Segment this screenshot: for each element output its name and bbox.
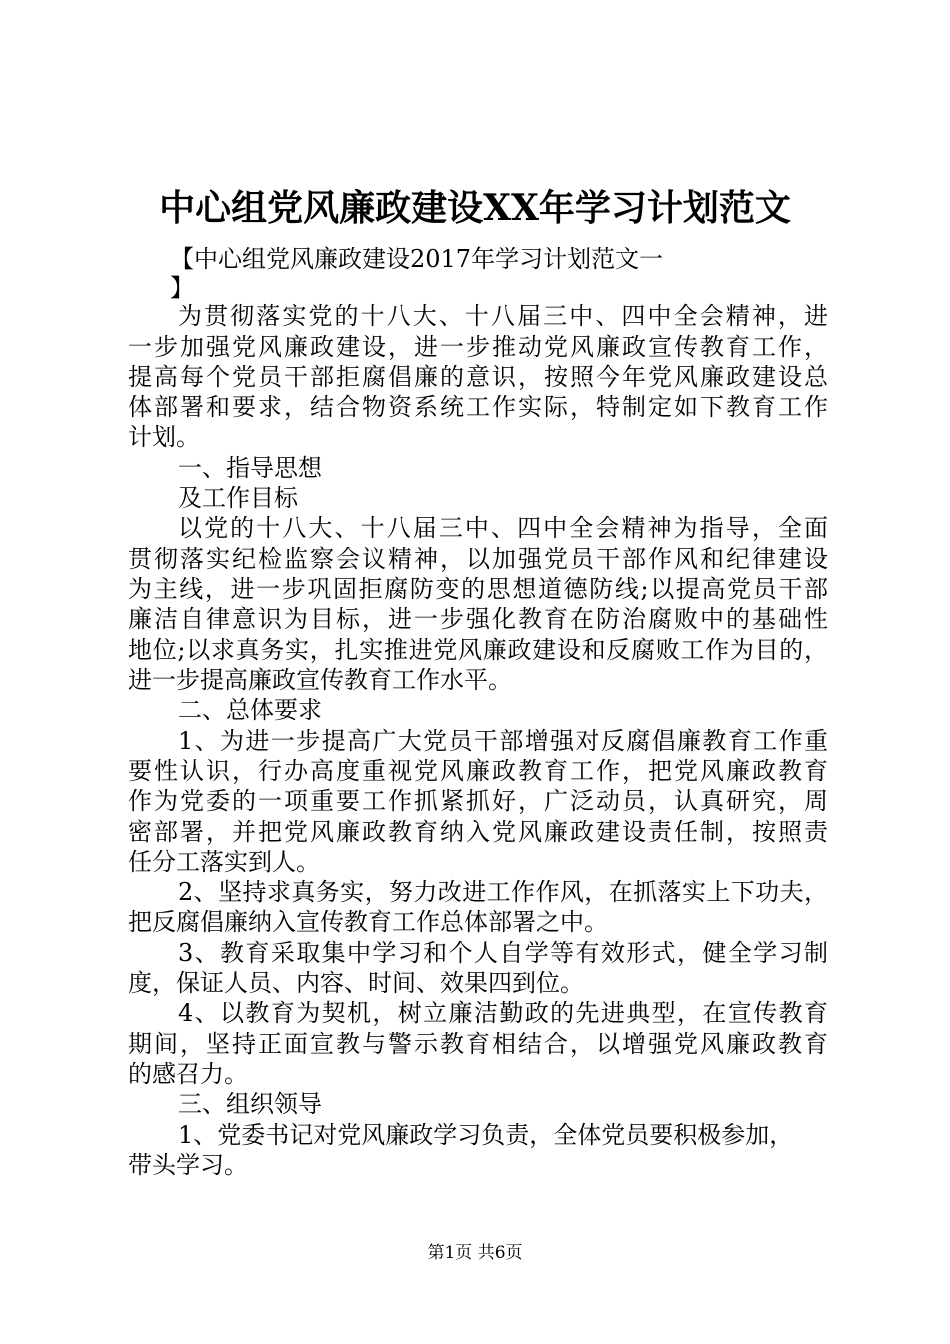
paragraph-line: 以党的十八大、十八届三中、四中全会精神为指导，全面 (178, 514, 828, 542)
paragraph-line: 1、党委书记对党风廉政学习负责，全体党员要积极参加， (178, 1121, 794, 1149)
paragraph-line: 2、坚持求真务实，努力改进工作作风，在抓落实上下功夫， (178, 878, 828, 906)
paragraph-line: 3、教育采取集中学习和个人自学等有效形式，健全学习制 (178, 939, 828, 967)
paragraph-line: 1、为进一步提高广大党员干部增强对反腐倡廉教育工作重 (178, 727, 828, 755)
paragraph-line: 一步加强党风廉政建设，进一步推动党风廉政宣传教育工作， (128, 333, 828, 361)
section-heading: 一、指导思想 (178, 454, 322, 482)
subtitle-line-end: 】 (170, 274, 194, 302)
section-heading: 二、总体要求 (178, 696, 322, 724)
paragraph-line: 度，保证人员、内容、时间、效果四到位。 (128, 969, 584, 997)
page-number: 第1页 共6页 (427, 1243, 523, 1263)
paragraph-line: 期间，坚持正面宣教与警示教育相结合，以增强党风廉政教育 (128, 1030, 828, 1058)
paragraph-line: 贯彻落实纪检监察会议精神，以加强党员干部作风和纪律建设 (128, 545, 828, 573)
paragraph-line: 要性认识，行办高度重视党风廉政教育工作，把党风廉政教育 (128, 757, 828, 785)
paragraph-line: 计划。 (128, 423, 200, 451)
paragraph-line: 的感召力。 (128, 1060, 248, 1088)
paragraph-line: 为贯彻落实党的十八大、十八届三中、四中全会精神，进 (178, 302, 828, 330)
paragraph-line: 进一步提高廉政宣传教育工作水平。 (128, 666, 512, 694)
paragraph-line: 廉洁自律意识为目标，进一步强化教育在防治腐败中的基础性 (128, 605, 828, 633)
paragraph-line: 4、以教育为契机，树立廉洁勤政的先进典型，在宣传教育 (178, 999, 828, 1027)
paragraph-line: 体部署和要求，结合物资系统工作实际，特制定如下教育工作 (128, 393, 828, 421)
paragraph-line: 任分工落实到人。 (128, 848, 320, 876)
paragraph-line: 把反腐倡廉纳入宣传教育工作总体部署之中。 (128, 908, 608, 936)
paragraph-line: 提高每个党员干部拒腐倡廉的意识，按照今年党风廉政建设总 (128, 363, 828, 391)
section-heading: 及工作目标 (178, 484, 298, 512)
paragraph-line: 作为党委的一项重要工作抓紧抓好，广泛动员，认真研究，周 (128, 787, 828, 815)
paragraph-line: 地位;以求真务实，扎实推进党风廉政建设和反腐败工作为目的， (128, 636, 828, 664)
document-title: 中心组党风廉政建设XX年学习计划范文 (159, 187, 791, 229)
paragraph-line: 带头学习。 (128, 1151, 248, 1179)
paragraph-line: 为主线，进一步巩固拒腐防变的思想道德防线;以提高党员干部 (128, 575, 828, 603)
paragraph-line: 密部署，并把党风廉政教育纳入党风廉政建设责任制，按照责 (128, 818, 828, 846)
section-heading: 三、组织领导 (178, 1090, 322, 1118)
subtitle-line: 【中心组党风廉政建设2017年学习计划范文一 (170, 245, 664, 273)
